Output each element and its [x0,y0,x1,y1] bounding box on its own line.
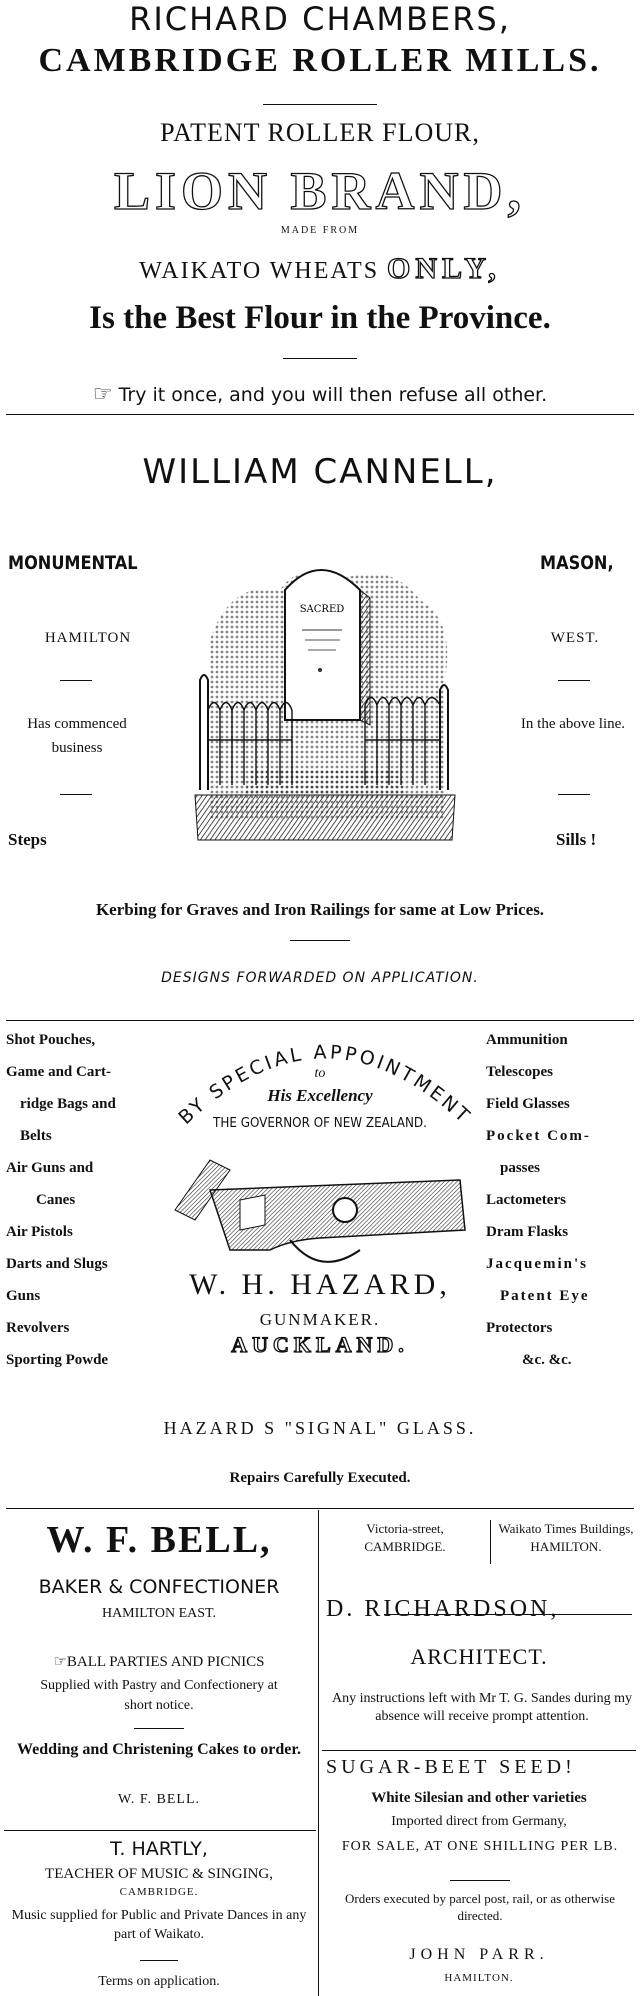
list-item: Protectors [486,1320,553,1336]
cannell-trade-left: MONUMENTAL [8,552,138,574]
list-item: Game and Cart- [6,1064,111,1080]
bell-parties: BALL PARTIES AND PICNICS [66,1654,265,1670]
dash [450,1880,510,1881]
dash [558,794,590,795]
cannell-designs: DESIGNS FORWARDED ON APPLICATION. [161,970,479,986]
bell-wedding: Wedding and Christening Cakes to order. [17,1741,301,1758]
cannell-kerbing: Kerbing for Graves and Iron Railings for same at Low Prices. [95,900,545,919]
dash [60,794,92,795]
list-item: passes [500,1160,541,1176]
list-item: Pocket Com- [486,1128,591,1144]
richardson-address-right: Waikato Times Buildings, HAMILTON. [498,1521,634,1554]
hartly-trade: TEACHER OF MUSIC & SINGING, [45,1866,273,1882]
address-divider [490,1520,491,1564]
list-item: Revolvers [6,1320,70,1336]
chambers-business: CAMBRIDGE ROLLER MILLS. [38,42,602,79]
list-item: Guns [6,1288,41,1304]
hazard-excellency: His Excellency [267,1086,373,1105]
list-item: Patent Eye [500,1288,590,1304]
divider [263,104,377,105]
parr-imported: Imported direct from Germany, [391,1814,567,1829]
cannell-steps: Steps [8,830,47,849]
chambers-product: PATENT ROLLER FLOUR, [160,118,480,147]
section-rule [6,1020,634,1021]
list-item: Sporting Powde [6,1352,109,1368]
hazard-trade: GUNMAKER. [259,1310,381,1329]
bell-place: HAMILTON EAST. [101,1606,217,1621]
list-item: Shot Pouches, [6,1032,96,1048]
cannell-name: WILLIAM CANNELL, [142,452,498,492]
section-rule [6,1508,634,1509]
chambers-name: RICHARD CHAMBERS, [129,0,511,38]
hartly-music: Music supplied for Public and Private Dances in any part of Waikato. [11,1908,307,1942]
dash [60,680,92,681]
dash [134,1728,184,1729]
section-rule [322,1750,636,1751]
hartly-place: CAMBRIDGE. [119,1886,199,1898]
bell-signature: W. F. BELL. [117,1792,201,1807]
wheat-emphasis: ONLY, [387,252,501,285]
list-item: Air Pistols [6,1224,73,1240]
list-item: Canes [36,1192,76,1208]
dash [558,680,590,681]
richardson-address-left: Victoria-street, CAMBRIDGE. [364,1521,446,1554]
name-underline [384,1614,632,1615]
bell-trade: BAKER & CONFECTIONER [38,1576,280,1598]
pointing-hand-icon: ☞ [92,382,113,407]
bell-name: W. F. BELL, [46,1519,272,1561]
list-item: Darts and Slugs [6,1256,108,1272]
list-item: Ammunition [486,1032,568,1048]
appointment-text: BY SPECIAL APPOINTMENT [174,1041,476,1129]
list-item: Dram Flasks [486,1224,569,1240]
cannell-place-left: HAMILTON [44,630,132,646]
section-rule [6,414,634,415]
hazard-governor: THE GOVERNOR OF NEW ZEALAND. [213,1116,427,1131]
hazard-repairs: Repairs Carefully Executed. [229,1470,411,1486]
hartly-terms: Terms on application. [98,1974,220,1989]
cannell-trade-right: MASON, [540,552,614,574]
chambers-made-from: MADE FROM [280,225,360,236]
list-item: Lactometers [486,1192,566,1208]
section-rule [4,1830,316,1831]
parr-name: JOHN PARR. [409,1946,549,1963]
hazard-city: AUCKLAND. [231,1332,409,1357]
parr-variety: White Silesian and other varieties [371,1790,587,1806]
list-item: &c. &c. [522,1352,572,1368]
chambers-try-line [0,382,640,407]
divider [283,358,357,359]
tombstone-illustration [190,540,460,870]
chambers-wheat-line [0,252,640,286]
parr-sale: FOR SALE, AT ONE SHILLING PER LB. [341,1839,619,1854]
column-divider [318,1510,319,1996]
parr-headline: SUGAR-BEET SEED! [326,1756,576,1778]
pointing-hand-icon: ☞ [53,1654,67,1670]
cannell-sills: Sills ! [556,830,597,849]
list-item: Field Glasses [486,1096,570,1112]
hazard-name: W. H. HAZARD, [189,1268,451,1301]
parr-place: HAMILTON. [444,1972,514,1984]
svg-text:SACRED: SACRED [299,604,345,615]
hazard-to: to [314,1066,326,1081]
richardson-name: D. RICHARDSON, [326,1596,560,1622]
cannell-commenced-left: Has commenced business [27,716,127,756]
list-item: Belts [20,1128,52,1144]
richardson-notice: Any instructions left with Mr T. G. Sandes during my absence will receive prompt attention. [331,1691,633,1724]
hazard-signal: HAZARD S "SIGNAL" GLASS. [163,1418,477,1438]
try-text: Try it once, and you will then refuse all other. [118,384,548,406]
richardson-trade: ARCHITECT. [410,1644,548,1669]
list-item: Air Guns and [6,1160,94,1176]
chambers-tagline: Is the Best Flour in the Province. [89,300,551,336]
parr-orders: Orders executed by parcel post, rail, or as otherwise directed. [344,1891,615,1923]
hartly-name: T. HARTLY, [110,1838,208,1860]
list-item: Telescopes [486,1064,553,1080]
wheat-prefix: WAIKATO WHEATS [139,258,380,284]
dash [140,1960,178,1961]
shotgun-illustration [170,1150,470,1280]
chambers-brand: LION BRAND, [113,161,527,221]
cannell-place-right: WEST. [550,630,600,646]
cannell-commenced-right: In the above line. [520,716,626,732]
list-item: Jacquemin's [486,1256,589,1272]
bell-parties-line [0,1652,318,1671]
bell-supplied: Supplied with Pastry and Confectionery at short notice. [40,1678,278,1713]
divider [290,940,350,941]
list-item: ridge Bags and [20,1096,116,1112]
